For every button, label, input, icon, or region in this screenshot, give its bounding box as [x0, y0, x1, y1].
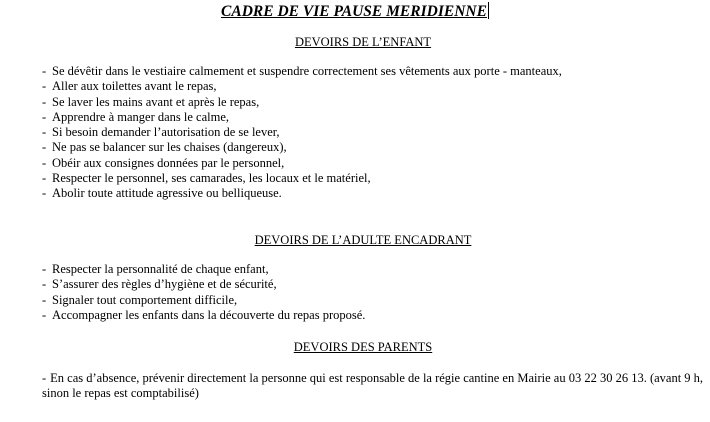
bullet-dash: -	[42, 186, 47, 201]
list-item-text: Abolir toute attitude agressive ou belliqueuse.	[52, 186, 282, 201]
list-item-text: Respecter le personnel, ses camarades, les locaux et le matériel,	[52, 171, 371, 186]
list-item	[42, 79, 704, 94]
document-title	[0, 2, 710, 21]
parents-paragraph-text: En cas d’absence, prévenir directement la personne qui est responsable de la régie cantine en Mairie au 03 22 30 26 13. (avant 9 h, sinon le repas est comptabilisé)	[42, 371, 704, 401]
bullet-dash: -	[42, 140, 47, 155]
list-item-text: S’assurer des règles d’hygiène et de sécurité,	[52, 277, 277, 292]
list-item	[42, 110, 704, 125]
list-item-text: Obéir aux consignes données par le personnel,	[52, 155, 285, 170]
text-cursor	[488, 2, 489, 19]
list-item-text: Se laver les mains avant et après le repas,	[52, 94, 260, 109]
list-item-text: Accompagner les enfants dans la découverte du repas proposé.	[52, 307, 366, 322]
bullet-dash: -	[42, 109, 47, 124]
list-item	[42, 95, 704, 110]
list-item-text: Aller aux toilettes avant le repas,	[52, 79, 217, 94]
bullet-dash: -	[42, 94, 47, 109]
list-item	[42, 293, 704, 308]
bullet-dash: -	[42, 171, 47, 186]
list-item	[42, 262, 704, 277]
list-item	[42, 64, 704, 79]
bullet-dash: -	[42, 277, 47, 292]
heading-devoirs-adulte: DEVOIRS DE L’ADULTE ENCADRANT	[254, 233, 472, 247]
bullet-dash: -	[42, 155, 47, 170]
list-item-text: Apprendre à manger dans le calme,	[52, 109, 230, 124]
heading-devoirs-enfant: DEVOIRS DE L’ENFANT	[294, 35, 432, 49]
bullet-dash: -	[42, 125, 47, 140]
bullet-dash: -	[42, 292, 47, 307]
bullet-dash: -	[42, 79, 47, 94]
bullet-dash: -	[42, 64, 47, 78]
bullet-dash: -	[42, 307, 47, 322]
parents-paragraph	[42, 371, 704, 402]
list-item-text: Ne pas se balancer sur les chaises (dangereux),	[52, 140, 287, 155]
list-item	[42, 186, 704, 201]
list-item-text: Signaler tout comportement difficile,	[52, 292, 238, 307]
heading-devoirs-parents: DEVOIRS DES PARENTS	[293, 340, 433, 354]
list-devoirs-enfant	[42, 64, 704, 202]
list-item-text: Si besoin demander l’autorisation de se lever,	[52, 125, 280, 140]
list-item	[42, 308, 704, 323]
bullet-dash: -	[42, 262, 47, 276]
list-devoirs-adulte	[42, 262, 704, 323]
list-item	[42, 277, 704, 292]
bullet-dash: -	[42, 371, 47, 385]
list-item-text: Respecter la personnalité de chaque enfant,	[52, 262, 269, 276]
list-item	[42, 140, 704, 155]
list-item	[42, 171, 704, 186]
list-item	[42, 156, 704, 171]
list-item-text: Se dévêtir dans le vestiaire calmement et suspendre correctement ses vêtements aux porte - manteaux,	[52, 64, 562, 78]
list-item	[42, 125, 704, 140]
document-title-text: CADRE DE VIE PAUSE MERIDIENNE	[221, 3, 487, 20]
